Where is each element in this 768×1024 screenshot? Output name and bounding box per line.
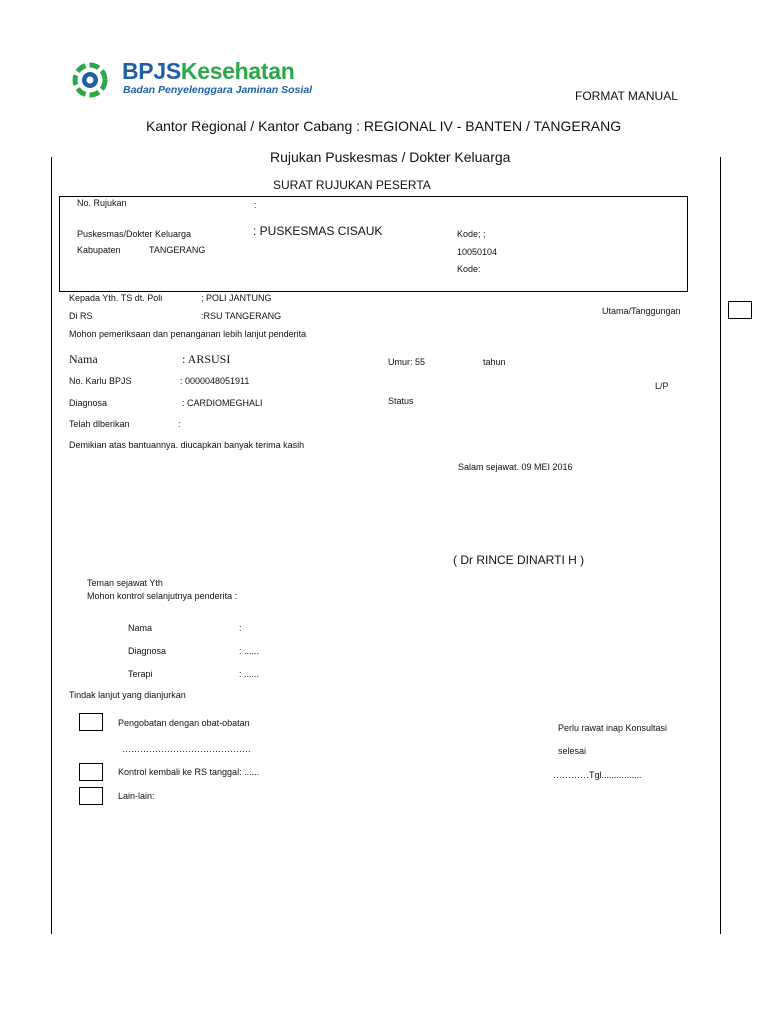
option1-label: Pengobatan dengan obat-obatan	[118, 718, 250, 728]
mohon-text: Mohon pemeriksaan dan penanganan lebih lanjut penderita	[69, 329, 307, 339]
reply-terapi-label: Terapi	[128, 669, 153, 679]
telah-label: Telah dlberikan	[69, 419, 130, 429]
reply-nama-sep: :	[239, 623, 242, 633]
lp-label: L/P	[655, 381, 669, 391]
option3-label: Lain-lain:	[118, 791, 155, 801]
option3-checkbox[interactable]	[79, 787, 103, 805]
bpjs-logo	[72, 58, 313, 100]
kabupaten-label: Kabupaten	[77, 245, 121, 255]
diagnosa-value: : CARDIOMEGHALI	[182, 398, 263, 408]
reply-diagnosa-value: : ......	[239, 646, 260, 656]
option1-dots: …………………………………….	[122, 744, 251, 754]
left-border	[51, 157, 52, 934]
top-box-top-line	[59, 196, 687, 197]
puskesmas-label: Puskesmas/Dokter Keluarga	[77, 229, 192, 239]
perlu-rawat-text: Perlu rawat inap Konsultasi	[558, 723, 668, 733]
status-label: Status	[388, 396, 414, 406]
format-label: FORMAT MANUAL	[575, 89, 678, 103]
reply-terapi-value: : ......	[239, 669, 260, 679]
tindak-lanjut-label: Tindak lanjut yang dianjurkan	[69, 690, 186, 700]
doctor-signature: ( Dr RINCE DINARTI H )	[453, 553, 585, 567]
teman-text: Teman sejawat Yth	[87, 578, 163, 588]
kabupaten-value: TANGERANG	[149, 245, 206, 255]
puskesmas-value: : PUSKESMAS CISAUK	[253, 224, 383, 238]
office-line: Kantor Regional / Kantor Cabang : REGIONAL IV - BANTEN / TANGERANG	[146, 118, 622, 134]
kode1-label: Kode; ;	[457, 229, 486, 239]
bpjs-emblem-icon	[72, 62, 108, 98]
reply-diagnosa-label: Diagnosa	[128, 646, 167, 656]
telah-sep: :	[178, 419, 181, 429]
di-rs-value: :RSU TANGERANG	[201, 311, 282, 321]
utama-label: Utama/Tanggungan	[602, 306, 681, 316]
no-rujukan-sep: :	[254, 200, 257, 210]
top-box-right-line	[687, 196, 688, 292]
kepada-label: Kepada Yth. TS dt. Poli	[69, 293, 163, 303]
option2-label: Kontrol kembali ke RS tanggal: ......	[118, 767, 260, 777]
kartu-label: No. Karlu BPJS	[69, 376, 132, 386]
referral-type: Rujukan Puskesmas / Dokter Keluarga	[270, 149, 511, 165]
logo-brand-sub: Kesehatan	[180, 58, 295, 84]
logo-brand-main: BPJS	[122, 58, 181, 84]
umur-label: Umur: 55	[388, 357, 426, 367]
right-border	[720, 157, 721, 934]
kode1-value: 10050104	[457, 247, 498, 257]
tahun-label: tahun	[483, 357, 506, 367]
kepada-value: ; POLI JANTUNG	[201, 293, 272, 303]
option2-checkbox[interactable]	[79, 763, 103, 781]
salam-text: Salam sejawat. 09 MEI 2016	[458, 462, 573, 472]
top-box-left-line	[59, 196, 60, 292]
logo-tagline: Badan Penyelenggara Jaminan Sosial	[123, 84, 313, 96]
reply-nama-label: Nama	[128, 623, 153, 633]
demikian-text: Demikian atas bantuannya. diucapkan banyak terima kasih	[69, 440, 305, 450]
kode2-label: Kode:	[457, 264, 481, 274]
utama-checkbox[interactable]	[728, 301, 752, 319]
diagnosa-label: Diagnosa	[69, 398, 108, 408]
option1-checkbox[interactable]	[79, 713, 103, 731]
top-box-bottom-line	[59, 291, 687, 292]
mohon-kontrol-text: Mohon kontrol selanjutnya penderita :	[87, 591, 238, 601]
patient-nama-label: Nama	[69, 352, 98, 366]
patient-nama-value: : ARSUSI	[182, 352, 231, 366]
selesai-text: selesai	[558, 746, 587, 756]
no-rujukan-label: No. Rujukan	[77, 198, 127, 208]
kartu-value: : 0000048051911	[180, 376, 250, 386]
di-rs-label: Di RS	[69, 311, 93, 321]
form-title: SURAT RUJUKAN PESERTA	[273, 178, 431, 192]
tgl-line: …………Tgl................	[553, 770, 642, 780]
